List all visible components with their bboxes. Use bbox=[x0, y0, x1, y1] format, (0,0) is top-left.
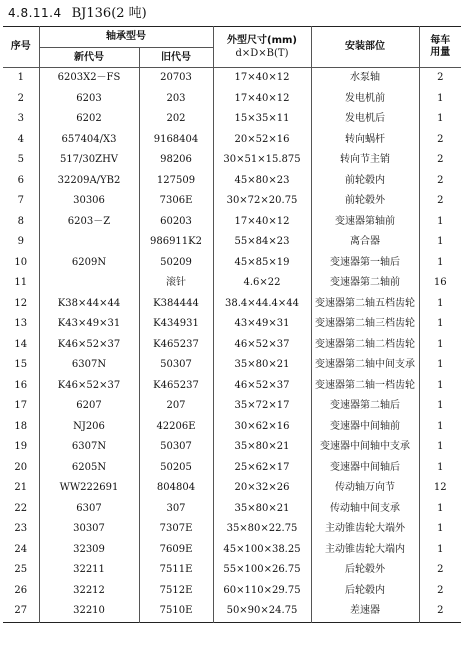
header-qty-line1: 每车 bbox=[430, 35, 451, 46]
cell-position: 发电机前 bbox=[311, 89, 419, 110]
cell-dimensions: 17×40×12 bbox=[213, 68, 311, 89]
cell-seq: 10 bbox=[3, 253, 39, 274]
cell-dimensions: 35×72×17 bbox=[213, 396, 311, 417]
cell-qty: 2 bbox=[419, 150, 461, 171]
table-row bbox=[3, 253, 461, 274]
cell-dimensions: 50×90×24.75 bbox=[213, 601, 311, 622]
table-row bbox=[3, 437, 461, 458]
cell-position: 变速器第二轴后 bbox=[311, 396, 419, 417]
cell-old-code: 20703 bbox=[139, 68, 213, 89]
cell-seq: 15 bbox=[3, 355, 39, 376]
table-row bbox=[3, 130, 461, 151]
header-qty bbox=[419, 27, 461, 68]
table-row bbox=[3, 294, 461, 315]
table-row bbox=[3, 601, 461, 622]
header-dimensions-line1: 外型尺寸(mm) bbox=[227, 35, 297, 46]
cell-new-code: 6307N bbox=[39, 437, 139, 458]
cell-qty: 1 bbox=[419, 89, 461, 110]
table-header bbox=[3, 27, 461, 68]
cell-old-code: 50209 bbox=[139, 253, 213, 274]
cell-dimensions: 46×52×37 bbox=[213, 376, 311, 397]
cell-old-code: 7307E bbox=[139, 519, 213, 540]
table-row bbox=[3, 458, 461, 479]
table-row bbox=[3, 314, 461, 335]
cell-qty: 12 bbox=[419, 478, 461, 499]
header-qty-line2: 用量 bbox=[430, 47, 451, 58]
cell-qty: 2 bbox=[419, 191, 461, 212]
cell-new-code: WW222691 bbox=[39, 478, 139, 499]
cell-qty: 1 bbox=[419, 294, 461, 315]
cell-position: 主动锥齿轮大端内 bbox=[311, 540, 419, 561]
cell-new-code: 6209N bbox=[39, 253, 139, 274]
section-heading bbox=[8, 3, 147, 23]
cell-new-code: 32210 bbox=[39, 601, 139, 622]
cell-qty: 1 bbox=[419, 396, 461, 417]
cell-dimensions: 20×52×16 bbox=[213, 130, 311, 151]
cell-new-code: 32209A/YB2 bbox=[39, 171, 139, 192]
cell-old-code: 203 bbox=[139, 89, 213, 110]
cell-old-code: K434931 bbox=[139, 314, 213, 335]
cell-position: 前轮毂外 bbox=[311, 191, 419, 212]
table-row bbox=[3, 109, 461, 130]
cell-new-code: 30307 bbox=[39, 519, 139, 540]
cell-new-code: NJ206 bbox=[39, 417, 139, 438]
cell-position: 传动轴万向节 bbox=[311, 478, 419, 499]
cell-position: 变速器中间轴后 bbox=[311, 458, 419, 479]
cell-old-code: 50307 bbox=[139, 355, 213, 376]
cell-new-code: 32211 bbox=[39, 560, 139, 581]
cell-new-code: 32309 bbox=[39, 540, 139, 561]
cell-dimensions: 4.6×22 bbox=[213, 273, 311, 294]
cell-dimensions: 35×80×21 bbox=[213, 355, 311, 376]
cell-dimensions: 15×35×11 bbox=[213, 109, 311, 130]
cell-dimensions: 17×40×12 bbox=[213, 89, 311, 110]
cell-old-code: 7609E bbox=[139, 540, 213, 561]
cell-new-code: 32212 bbox=[39, 581, 139, 602]
cell-position: 变速器第二轴五档齿轮 bbox=[311, 294, 419, 315]
cell-seq: 2 bbox=[3, 89, 39, 110]
header-dimensions-line2: d×D×B(T) bbox=[235, 48, 289, 59]
cell-old-code: 7511E bbox=[139, 560, 213, 581]
cell-qty: 1 bbox=[419, 355, 461, 376]
table-row bbox=[3, 150, 461, 171]
cell-old-code: 50307 bbox=[139, 437, 213, 458]
cell-new-code: 6203 bbox=[39, 89, 139, 110]
cell-seq: 8 bbox=[3, 212, 39, 233]
cell-qty: 1 bbox=[419, 519, 461, 540]
cell-position: 转向蜗杆 bbox=[311, 130, 419, 151]
cell-seq: 17 bbox=[3, 396, 39, 417]
cell-old-code: K384444 bbox=[139, 294, 213, 315]
cell-position: 变速器第二轴三档齿轮 bbox=[311, 314, 419, 335]
cell-seq: 13 bbox=[3, 314, 39, 335]
cell-qty: 2 bbox=[419, 581, 461, 602]
cell-old-code: 7512E bbox=[139, 581, 213, 602]
header-position: 安装部位 bbox=[311, 27, 419, 68]
section-number: 4.8.11.4 bbox=[8, 6, 62, 20]
cell-seq: 21 bbox=[3, 478, 39, 499]
cell-qty: 1 bbox=[419, 335, 461, 356]
cell-qty: 2 bbox=[419, 130, 461, 151]
cell-position: 转向节主销 bbox=[311, 150, 419, 171]
cell-position: 变速器第二轴一档齿轮 bbox=[311, 376, 419, 397]
cell-seq: 14 bbox=[3, 335, 39, 356]
cell-qty: 1 bbox=[419, 458, 461, 479]
cell-new-code: 6203X2－FS bbox=[39, 68, 139, 89]
cell-qty: 1 bbox=[419, 437, 461, 458]
cell-qty: 1 bbox=[419, 253, 461, 274]
cell-qty: 2 bbox=[419, 601, 461, 622]
table-row bbox=[3, 581, 461, 602]
cell-qty: 1 bbox=[419, 314, 461, 335]
cell-old-code: 202 bbox=[139, 109, 213, 130]
cell-new-code bbox=[39, 273, 139, 294]
cell-position: 后轮毂内 bbox=[311, 581, 419, 602]
cell-old-code: 42206E bbox=[139, 417, 213, 438]
cell-seq: 24 bbox=[3, 540, 39, 561]
cell-old-code: 98206 bbox=[139, 150, 213, 171]
cell-seq: 22 bbox=[3, 499, 39, 520]
cell-new-code: 657404/X3 bbox=[39, 130, 139, 151]
header-old-code: 旧代号 bbox=[139, 48, 213, 68]
cell-dimensions: 35×80×21 bbox=[213, 499, 311, 520]
table-row bbox=[3, 499, 461, 520]
cell-position: 变速器第一轴后 bbox=[311, 253, 419, 274]
cell-new-code: 30306 bbox=[39, 191, 139, 212]
cell-seq: 23 bbox=[3, 519, 39, 540]
cell-position: 变速器中间轴前 bbox=[311, 417, 419, 438]
cell-seq: 26 bbox=[3, 581, 39, 602]
cell-qty: 1 bbox=[419, 540, 461, 561]
cell-old-code: 7306E bbox=[139, 191, 213, 212]
cell-seq: 7 bbox=[3, 191, 39, 212]
table-row bbox=[3, 519, 461, 540]
cell-qty: 1 bbox=[419, 376, 461, 397]
cell-qty: 16 bbox=[419, 273, 461, 294]
cell-old-code: K465237 bbox=[139, 335, 213, 356]
cell-dimensions: 30×62×16 bbox=[213, 417, 311, 438]
cell-old-code: 986911K2 bbox=[139, 232, 213, 253]
cell-qty: 1 bbox=[419, 212, 461, 233]
cell-dimensions: 45×80×23 bbox=[213, 171, 311, 192]
cell-position: 变速器第轴前 bbox=[311, 212, 419, 233]
cell-position: 离合器 bbox=[311, 232, 419, 253]
cell-position: 变速器中间轴中支承 bbox=[311, 437, 419, 458]
cell-dimensions: 45×100×38.25 bbox=[213, 540, 311, 561]
table-row bbox=[3, 396, 461, 417]
cell-seq: 16 bbox=[3, 376, 39, 397]
table-row bbox=[3, 89, 461, 110]
cell-qty: 2 bbox=[419, 171, 461, 192]
cell-new-code: 6202 bbox=[39, 109, 139, 130]
cell-seq: 12 bbox=[3, 294, 39, 315]
cell-new-code: K46×52×37 bbox=[39, 335, 139, 356]
cell-new-code: K43×49×31 bbox=[39, 314, 139, 335]
cell-seq: 5 bbox=[3, 150, 39, 171]
cell-dimensions: 35×80×21 bbox=[213, 437, 311, 458]
table-row bbox=[3, 273, 461, 294]
cell-seq: 18 bbox=[3, 417, 39, 438]
cell-position: 水泵轴 bbox=[311, 68, 419, 89]
table-row bbox=[3, 560, 461, 581]
table-row bbox=[3, 68, 461, 89]
cell-new-code: K38×44×44 bbox=[39, 294, 139, 315]
table-row bbox=[3, 478, 461, 499]
cell-position: 变速器第二轴前 bbox=[311, 273, 419, 294]
cell-new-code: 6307N bbox=[39, 355, 139, 376]
cell-dimensions: 38.4×44.4×44 bbox=[213, 294, 311, 315]
cell-old-code: 9168404 bbox=[139, 130, 213, 151]
cell-old-code: 307 bbox=[139, 499, 213, 520]
cell-qty: 1 bbox=[419, 499, 461, 520]
header-bearing-model: 轴承型号 bbox=[39, 27, 213, 48]
cell-position: 传动轴中间支承 bbox=[311, 499, 419, 520]
cell-dimensions: 20×32×26 bbox=[213, 478, 311, 499]
cell-dimensions: 55×84×23 bbox=[213, 232, 311, 253]
cell-new-code: 6207 bbox=[39, 396, 139, 417]
cell-dimensions: 46×52×37 bbox=[213, 335, 311, 356]
cell-seq: 9 bbox=[3, 232, 39, 253]
table-body bbox=[3, 68, 461, 623]
cell-dimensions: 30×51×15.875 bbox=[213, 150, 311, 171]
cell-new-code: K46×52×37 bbox=[39, 376, 139, 397]
cell-dimensions: 35×80×22.75 bbox=[213, 519, 311, 540]
table-row bbox=[3, 355, 461, 376]
cell-old-code: 804804 bbox=[139, 478, 213, 499]
cell-position: 变速器第二轴中间支承 bbox=[311, 355, 419, 376]
cell-seq: 11 bbox=[3, 273, 39, 294]
cell-qty: 1 bbox=[419, 232, 461, 253]
cell-new-code: 6203－Z bbox=[39, 212, 139, 233]
cell-seq: 25 bbox=[3, 560, 39, 581]
cell-seq: 20 bbox=[3, 458, 39, 479]
table-row bbox=[3, 191, 461, 212]
cell-old-code: 50205 bbox=[139, 458, 213, 479]
cell-old-code: 滚针 bbox=[139, 273, 213, 294]
cell-seq: 6 bbox=[3, 171, 39, 192]
cell-new-code bbox=[39, 232, 139, 253]
cell-dimensions: 30×72×20.75 bbox=[213, 191, 311, 212]
table-row bbox=[3, 376, 461, 397]
header-seq: 序号 bbox=[3, 27, 39, 68]
cell-old-code: 207 bbox=[139, 396, 213, 417]
cell-position: 发电机后 bbox=[311, 109, 419, 130]
cell-position: 差速器 bbox=[311, 601, 419, 622]
cell-position: 变速器第二轴二档齿轮 bbox=[311, 335, 419, 356]
cell-dimensions: 60×110×29.75 bbox=[213, 581, 311, 602]
section-title: BJ136(2 吨) bbox=[71, 6, 147, 21]
cell-new-code: 6205N bbox=[39, 458, 139, 479]
table-row bbox=[3, 335, 461, 356]
cell-qty: 2 bbox=[419, 68, 461, 89]
cell-seq: 19 bbox=[3, 437, 39, 458]
table-row bbox=[3, 212, 461, 233]
cell-qty: 1 bbox=[419, 417, 461, 438]
cell-old-code: 127509 bbox=[139, 171, 213, 192]
bearing-table bbox=[3, 26, 461, 623]
cell-seq: 27 bbox=[3, 601, 39, 622]
cell-dimensions: 25×62×17 bbox=[213, 458, 311, 479]
header-dimensions bbox=[213, 27, 311, 68]
cell-old-code: 7510E bbox=[139, 601, 213, 622]
cell-position: 前轮毂内 bbox=[311, 171, 419, 192]
cell-old-code: 60203 bbox=[139, 212, 213, 233]
cell-seq: 4 bbox=[3, 130, 39, 151]
table-row bbox=[3, 171, 461, 192]
cell-position: 主动锥齿轮大端外 bbox=[311, 519, 419, 540]
cell-dimensions: 43×49×31 bbox=[213, 314, 311, 335]
table-row bbox=[3, 232, 461, 253]
cell-old-code: K465237 bbox=[139, 376, 213, 397]
header-new-code: 新代号 bbox=[39, 48, 139, 68]
cell-dimensions: 45×85×19 bbox=[213, 253, 311, 274]
cell-qty: 2 bbox=[419, 560, 461, 581]
table-row bbox=[3, 540, 461, 561]
cell-seq: 3 bbox=[3, 109, 39, 130]
cell-qty: 1 bbox=[419, 109, 461, 130]
cell-dimensions: 17×40×12 bbox=[213, 212, 311, 233]
cell-new-code: 6307 bbox=[39, 499, 139, 520]
cell-new-code: 517/30ZHV bbox=[39, 150, 139, 171]
table-row bbox=[3, 417, 461, 438]
cell-position: 后轮毂外 bbox=[311, 560, 419, 581]
cell-seq: 1 bbox=[3, 68, 39, 89]
cell-dimensions: 55×100×26.75 bbox=[213, 560, 311, 581]
